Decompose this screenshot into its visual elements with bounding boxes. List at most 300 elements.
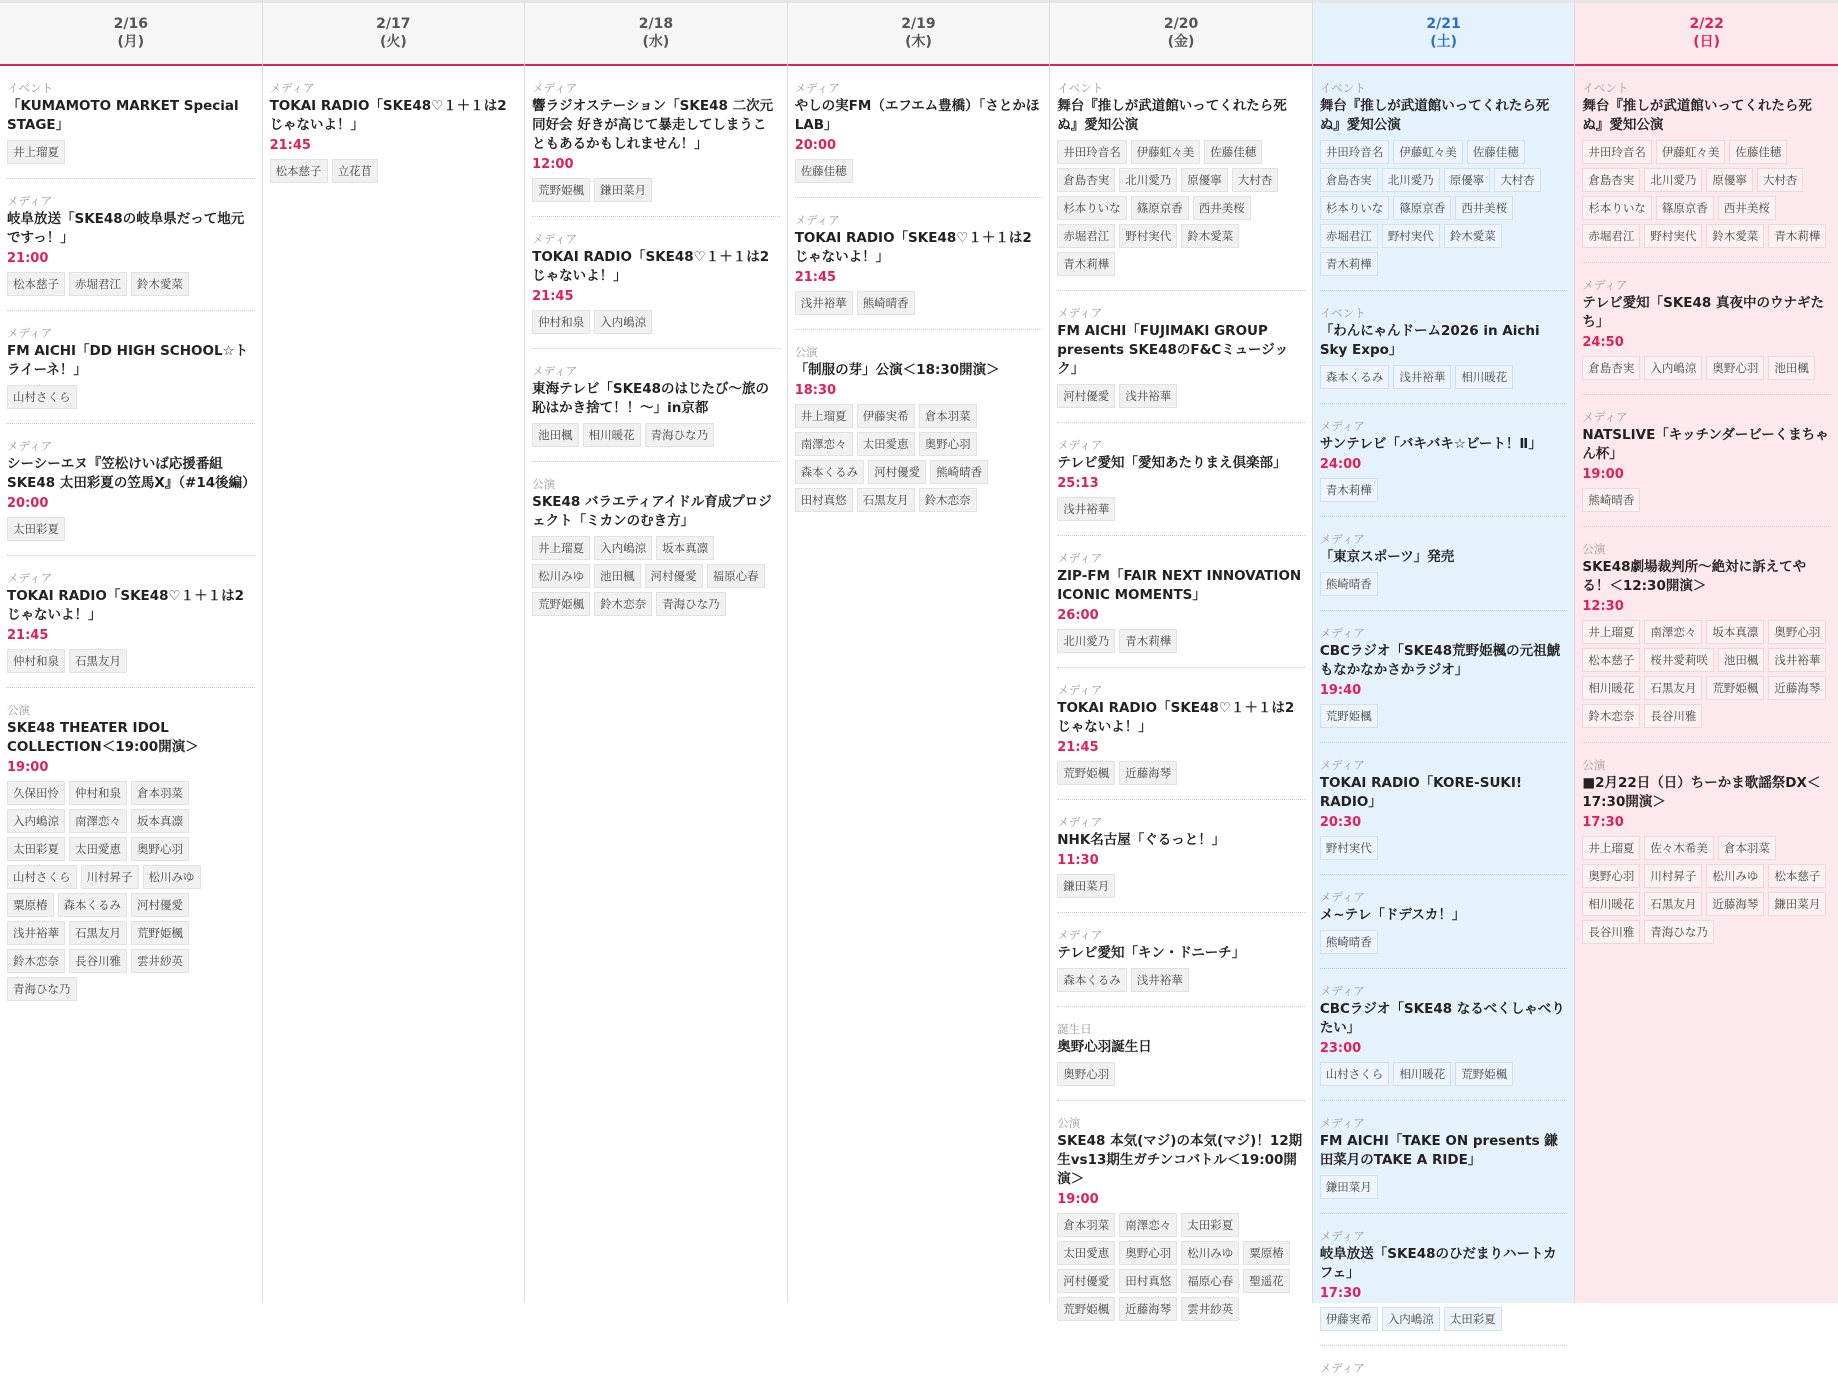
event-category: メディア — [7, 571, 53, 585]
event-title-link[interactable]: SKE48 バラエティアイドル育成プロジェクト「ミカンのむき方」 — [532, 494, 772, 529]
member-tag[interactable]: 原優寧 — [1181, 168, 1228, 192]
event-item[interactable] — [1582, 403, 1831, 527]
member-list — [532, 178, 780, 206]
member-tag[interactable]: 奥野心羽 — [1119, 1241, 1177, 1265]
member-tag[interactable]: 原優寧 — [1444, 168, 1491, 192]
member-tag[interactable]: 松本慈子 — [270, 159, 328, 183]
member-tag[interactable]: 浅井裕華 — [1393, 365, 1451, 389]
member-tag[interactable]: 篠原京香 — [1656, 196, 1714, 220]
member-tag[interactable]: 野村実代 — [1382, 224, 1440, 248]
member-tag[interactable]: 森本くるみ — [795, 460, 865, 484]
member-tag[interactable]: 熊崎晴香 — [930, 460, 988, 484]
member-tag[interactable]: 熊崎晴香 — [1582, 488, 1640, 512]
member-tag[interactable]: 石黒友月 — [69, 921, 127, 945]
member-tag[interactable]: 奥野心羽 — [919, 432, 977, 456]
member-tag[interactable]: 伊藤虹々美 — [1131, 140, 1201, 164]
member-tag[interactable]: 野村実代 — [1119, 224, 1177, 248]
member-tag[interactable]: 河村優愛 — [868, 460, 926, 484]
event-title-link[interactable]: NATSLIVE「キッチンダービーくまちゃん杯」 — [1582, 427, 1829, 462]
member-tag[interactable]: 田村真悠 — [1119, 1269, 1177, 1293]
member-tag[interactable]: 河村優愛 — [1057, 1269, 1115, 1293]
member-tag[interactable]: 奥野心羽 — [1582, 864, 1640, 888]
member-tag[interactable]: 粟原椿 — [1243, 1241, 1290, 1265]
member-tag[interactable]: 杉本りいな — [1057, 196, 1127, 220]
member-tag[interactable]: 伊藤実希 — [857, 404, 915, 428]
member-tag[interactable]: 赤堀君江 — [1320, 224, 1378, 248]
event-item[interactable] — [7, 564, 255, 688]
event-title-link[interactable]: SKE48 THEATER IDOL COLLECTION＜19:00開演＞ — [7, 720, 199, 755]
member-tag[interactable]: 鎌田菜月 — [1057, 874, 1115, 898]
member-tag[interactable]: 野村実代 — [1320, 836, 1378, 860]
member-tag[interactable]: 松本慈子 — [1582, 648, 1640, 672]
member-tag[interactable]: 入内嶋涼 — [594, 310, 652, 334]
member-tag[interactable]: 森本くるみ — [1057, 968, 1127, 992]
member-tag[interactable]: 倉島杏実 — [1582, 356, 1640, 380]
event-item[interactable] — [532, 225, 780, 349]
event-item[interactable] — [1057, 676, 1305, 800]
member-tag[interactable]: 松川みゆ — [1181, 1241, 1239, 1265]
member-tag[interactable]: 松本慈子 — [7, 272, 65, 296]
member-list — [1320, 572, 1568, 600]
member-tag[interactable]: 鈴木愛菜 — [1181, 224, 1239, 248]
member-tag[interactable]: 青海ひな乃 — [7, 977, 77, 1001]
member-tag[interactable]: 太田彩夏 — [7, 837, 65, 861]
member-tag[interactable]: 青木莉樺 — [1768, 224, 1826, 248]
member-tag[interactable]: 入内嶋涼 — [1382, 1307, 1440, 1331]
member-tag[interactable]: 河村優愛 — [1057, 384, 1115, 408]
member-tag[interactable]: 北川愛乃 — [1057, 629, 1115, 653]
day-column — [263, 0, 526, 1303]
member-tag[interactable]: 井上瑠夏 — [7, 140, 65, 164]
event-item[interactable] — [1582, 74, 1831, 263]
member-tag[interactable]: 石黒友月 — [857, 488, 915, 512]
member-tag[interactable]: 荒野姫楓 — [1057, 1297, 1115, 1321]
member-tag[interactable]: 福原心春 — [1181, 1269, 1239, 1293]
event-item[interactable] — [532, 470, 780, 630]
member-tag[interactable]: 相川暖花 — [1582, 676, 1640, 700]
event-item[interactable] — [1320, 1109, 1568, 1214]
day-header — [1313, 0, 1575, 66]
event-item[interactable] — [1057, 921, 1305, 1007]
event-title-link[interactable]: SKE48 本気(マジ)の本気(マジ)！12期生vs13期生ガチンコバトル＜19:00開演＞ — [1057, 1133, 1303, 1187]
member-tag[interactable]: 鈴木恋奈 — [919, 488, 977, 512]
event-title-link[interactable]: TOKAI RADIO「SKE48♡１＋１は2じゃないよ！」 — [269, 98, 507, 133]
member-tag[interactable]: 青木莉樺 — [1057, 252, 1115, 276]
member-tag[interactable]: 大村杏 — [1757, 168, 1804, 192]
member-tag[interactable]: 仲村和泉 — [7, 649, 65, 673]
event-title-link[interactable]: TOKAI RADIO「SKE48♡１＋１は2じゃないよ！」 — [1057, 700, 1295, 735]
member-tag[interactable]: 大村杏 — [1232, 168, 1279, 192]
event-time: 19:40 — [1319, 683, 1362, 698]
event-category: メディア — [1319, 984, 1365, 998]
member-list — [1057, 140, 1305, 280]
member-tag[interactable]: 川村昇子 — [1644, 864, 1702, 888]
member-tag[interactable]: 久保田怜 — [7, 781, 65, 805]
member-tag[interactable]: 野村実代 — [1644, 224, 1702, 248]
member-tag[interactable]: 西井美桜 — [1193, 196, 1251, 220]
member-tag[interactable]: 原優寧 — [1706, 168, 1753, 192]
member-tag[interactable]: 西井美桜 — [1718, 196, 1776, 220]
member-tag[interactable]: 相川暖花 — [1393, 1062, 1451, 1086]
member-tag[interactable]: 粟原椿 — [7, 893, 54, 917]
event-item[interactable] — [1320, 74, 1568, 291]
member-tag[interactable]: 近藤海琴 — [1119, 1297, 1177, 1321]
member-tag[interactable]: 西井美桜 — [1455, 196, 1513, 220]
event-title-link[interactable]: テレビ愛知「愛知あたりまえ倶楽部」 — [1057, 455, 1287, 471]
member-tag[interactable]: 山村さくら — [7, 385, 77, 409]
member-tag[interactable]: 佐藤佳穂 — [1467, 140, 1525, 164]
event-title-link[interactable]: 岐阜放送「SKE48のひだまりハートカフェ」 — [1319, 1246, 1557, 1281]
event-list — [1313, 66, 1575, 1386]
member-tag[interactable]: 鎌田菜月 — [1320, 1175, 1378, 1199]
member-tag[interactable]: 立花苜 — [332, 159, 379, 183]
event-category: メディア — [794, 213, 840, 227]
member-tag[interactable]: 池田楓 — [1768, 356, 1815, 380]
member-tag[interactable]: 鈴木愛菜 — [1706, 224, 1764, 248]
member-tag[interactable]: 佐藤佳穂 — [1729, 140, 1787, 164]
member-list — [1057, 384, 1305, 412]
member-tag[interactable]: 鎌田菜月 — [1768, 892, 1826, 916]
event-category: メディア — [1057, 306, 1103, 320]
member-tag[interactable]: 河村優愛 — [645, 564, 703, 588]
event-title-link[interactable]: 岐阜放送「SKE48の岐阜県だって地元ですっ！」 — [7, 211, 245, 246]
member-tag[interactable]: 山村さくら — [7, 865, 77, 889]
member-tag[interactable]: 相川暖花 — [1455, 365, 1513, 389]
member-tag[interactable]: 鈴木愛菜 — [131, 272, 189, 296]
member-tag[interactable]: 太田愛恵 — [857, 432, 915, 456]
event-item[interactable] — [795, 338, 1043, 526]
event-category: メディア — [1057, 683, 1103, 697]
event-category: イベント — [7, 81, 53, 95]
member-tag[interactable]: 池田楓 — [1718, 648, 1765, 672]
member-tag[interactable]: 井田玲音名 — [1582, 140, 1652, 164]
member-tag[interactable]: 池田楓 — [532, 423, 579, 447]
event-category: メディア — [7, 194, 53, 208]
event-item[interactable] — [1057, 74, 1305, 291]
member-tag[interactable]: 青海ひな乃 — [656, 592, 726, 616]
day-header — [1050, 0, 1312, 66]
member-tag[interactable]: 青海ひな乃 — [1644, 920, 1714, 944]
event-item[interactable] — [1320, 619, 1568, 743]
event-item[interactable] — [1320, 1222, 1568, 1346]
member-tag[interactable]: 仲村和泉 — [69, 781, 127, 805]
member-tag[interactable]: 北川愛乃 — [1644, 168, 1702, 192]
member-tag[interactable]: 浅井裕華 — [7, 921, 65, 945]
day-weekday: (金) — [1167, 34, 1195, 50]
event-title-link[interactable]: 「わんにゃんドーム2026 in Aichi Sky Expo」 — [1319, 323, 1540, 358]
member-tag[interactable]: 浅井裕華 — [795, 291, 853, 315]
event-title-link[interactable]: TOKAI RADIO「SKE48♡１＋１は2じゃないよ！」 — [794, 230, 1032, 265]
member-tag[interactable]: 赤堀君江 — [1582, 224, 1640, 248]
member-tag[interactable]: 佐々木希美 — [1644, 836, 1714, 860]
member-tag[interactable]: 桜井愛莉咲 — [1644, 648, 1714, 672]
event-item[interactable] — [7, 187, 255, 311]
member-tag[interactable]: 南澤恋々 — [1119, 1213, 1177, 1237]
member-list — [1582, 488, 1831, 516]
event-time: 12:00 — [532, 157, 574, 172]
event-time: 26:00 — [1057, 608, 1099, 623]
event-title-link[interactable]: ZIP-FM「FAIR NEXT INNOVATION ICONIC MOMENTS」 — [1057, 568, 1302, 603]
member-tag[interactable]: 熊崎晴香 — [1320, 572, 1378, 596]
member-tag[interactable]: 倉島杏実 — [1582, 168, 1640, 192]
member-tag[interactable]: 長谷川雅 — [1644, 704, 1702, 728]
member-tag[interactable]: 倉島杏実 — [1057, 168, 1115, 192]
member-tag[interactable]: 福原心春 — [707, 564, 765, 588]
member-tag[interactable]: 太田彩夏 — [1444, 1307, 1502, 1331]
event-title-link[interactable]: 「KUMAMOTO MARKET Special STAGE」 — [7, 98, 239, 133]
event-item[interactable] — [1320, 412, 1568, 517]
member-tag[interactable]: 相川暖花 — [1582, 892, 1640, 916]
event-list — [263, 66, 525, 197]
member-tag[interactable]: 石黒友月 — [1644, 892, 1702, 916]
member-tag[interactable]: 佐藤佳穂 — [1204, 140, 1262, 164]
event-category: メディア — [1319, 626, 1365, 640]
member-tag[interactable]: 山村さくら — [1320, 1062, 1390, 1086]
member-tag[interactable]: 荒野姫楓 — [1320, 704, 1378, 728]
member-tag[interactable]: 大村杏 — [1494, 168, 1541, 192]
member-tag[interactable]: 井上瑠夏 — [795, 404, 853, 428]
event-title-link[interactable]: SKE48劇場裁判所～絶対に訴えてやる！＜12:30開演＞ — [1582, 559, 1807, 594]
event-title-link[interactable]: 舞台『推しが武道館いってくれたら死ぬ』愛知公演 — [1319, 98, 1550, 133]
event-item[interactable] — [1057, 1109, 1305, 1335]
member-tag[interactable]: 北川愛乃 — [1119, 168, 1177, 192]
event-title-link[interactable]: TOKAI RADIO「SKE48♡１＋１は2じゃないよ！」 — [532, 249, 770, 284]
event-item[interactable] — [270, 74, 518, 197]
event-item[interactable] — [1320, 977, 1568, 1101]
member-tag[interactable]: 杉本りいな — [1582, 196, 1652, 220]
member-tag[interactable]: 太田愛恵 — [1057, 1241, 1115, 1265]
member-tag[interactable]: 荒野姫楓 — [1455, 1062, 1513, 1086]
member-tag[interactable]: 相川暖花 — [583, 423, 641, 447]
member-tag[interactable]: 倉本羽菜 — [131, 781, 189, 805]
member-tag[interactable]: 森本くるみ — [1320, 365, 1390, 389]
member-tag[interactable]: 鈴木恋奈 — [7, 949, 65, 973]
member-tag[interactable]: 近藤海琴 — [1706, 892, 1764, 916]
member-tag[interactable]: 荒野姫楓 — [131, 921, 189, 945]
member-tag[interactable]: 坂本真凛 — [1706, 620, 1764, 644]
event-title-link[interactable]: CBCラジオ「SKE48 なるべくしゃべりたい」 — [1319, 1001, 1565, 1036]
event-title-link[interactable]: TOKAI RADIO「KORE-SUKI! RADIO」 — [1319, 775, 1523, 810]
member-tag[interactable]: 浅井裕華 — [1768, 648, 1826, 672]
member-tag[interactable]: 井田玲音名 — [1057, 140, 1127, 164]
member-tag[interactable]: 赤堀君江 — [1057, 224, 1115, 248]
member-tag[interactable]: 太田愛恵 — [69, 837, 127, 861]
event-title-link[interactable]: サンテレビ「バキバキ☆ビート！Ⅱ」 — [1319, 436, 1542, 452]
member-tag[interactable]: 鈴木恋奈 — [1582, 704, 1640, 728]
member-tag[interactable]: 河村優愛 — [131, 893, 189, 917]
member-tag[interactable]: 井上瑠夏 — [1582, 836, 1640, 860]
member-tag[interactable]: 入内嶋涼 — [594, 536, 652, 560]
member-list — [532, 423, 780, 451]
event-category: メディア — [532, 364, 578, 378]
member-list — [1057, 761, 1305, 789]
member-tag[interactable]: 荒野姫楓 — [532, 592, 590, 616]
member-tag[interactable]: 長谷川雅 — [1582, 920, 1640, 944]
member-tag[interactable]: 南澤恋々 — [795, 432, 853, 456]
event-title-link[interactable]: TOKAI RADIO「SKE48♡１＋１は2じゃないよ！」 — [7, 588, 245, 623]
event-title-link[interactable]: 「東京スポーツ」発売 — [1319, 549, 1455, 565]
member-tag[interactable]: 雲井紗英 — [131, 949, 189, 973]
member-tag[interactable]: 田村真悠 — [795, 488, 853, 512]
member-tag[interactable]: 奥野心羽 — [131, 837, 189, 861]
member-tag[interactable]: 浅井裕華 — [1119, 384, 1177, 408]
member-tag[interactable]: 坂本真凛 — [131, 809, 189, 833]
member-tag[interactable]: 篠原京香 — [1393, 196, 1451, 220]
event-item[interactable] — [1320, 883, 1568, 969]
event-title-link[interactable]: 舞台『推しが武道館いってくれたら死ぬ』愛知公演 — [1057, 98, 1287, 133]
member-tag[interactable]: 鈴木恋奈 — [594, 592, 652, 616]
event-title-link[interactable]: テレビ愛知「SKE48 真夜中のウナギたち」 — [1582, 295, 1824, 330]
member-tag[interactable]: 井上瑠夏 — [532, 536, 590, 560]
member-tag[interactable]: 杉本りいな — [1320, 196, 1390, 220]
event-item[interactable] — [7, 74, 255, 179]
member-tag[interactable]: 坂本真凛 — [656, 536, 714, 560]
member-tag[interactable]: 森本くるみ — [58, 893, 128, 917]
member-tag[interactable]: 井上瑠夏 — [1582, 620, 1640, 644]
member-tag[interactable]: 荒野姫楓 — [1706, 676, 1764, 700]
member-tag[interactable]: 雲井紗英 — [1181, 1297, 1239, 1321]
member-tag[interactable]: 伊藤虹々美 — [1393, 140, 1463, 164]
day-weekday: (日) — [1693, 34, 1721, 50]
event-title-link[interactable]: 舞台『推しが武道館いってくれたら死ぬ』愛知公演 — [1582, 98, 1812, 133]
event-category: 公演 — [1057, 1116, 1081, 1130]
event-item[interactable] — [1057, 431, 1305, 536]
member-tag[interactable]: 奥野心羽 — [1057, 1062, 1115, 1086]
event-item[interactable] — [7, 432, 255, 556]
member-tag[interactable]: 長谷川雅 — [69, 949, 127, 973]
event-title-link[interactable]: テレビ愛知「キン・ドニーチ」 — [1057, 945, 1246, 961]
member-tag[interactable]: 石黒友月 — [1644, 676, 1702, 700]
event-item[interactable] — [1582, 751, 1831, 958]
event-category: 公演 — [532, 477, 556, 491]
event-item[interactable] — [7, 319, 255, 424]
event-item[interactable] — [1057, 1015, 1305, 1101]
day-date: 2/21 — [1426, 16, 1461, 32]
member-tag[interactable]: 松川みゆ — [532, 564, 590, 588]
event-item[interactable] — [1320, 1354, 1568, 1386]
member-tag[interactable]: 浅井裕華 — [1057, 497, 1115, 521]
event-list — [788, 66, 1050, 526]
member-tag[interactable]: 太田彩夏 — [7, 517, 65, 541]
event-item[interactable] — [795, 74, 1043, 198]
member-tag[interactable]: 浅井裕華 — [1131, 968, 1189, 992]
event-title-link[interactable]: 「制服の芽」公演＜18:30開演＞ — [794, 362, 1000, 378]
event-item[interactable] — [1057, 299, 1305, 423]
day-column — [525, 0, 788, 1303]
event-title-link[interactable]: やしの実FM（エフエム豊橋）「さとかほLAB」 — [794, 98, 1040, 133]
member-tag[interactable]: 篠原京香 — [1131, 196, 1189, 220]
member-list — [1582, 356, 1831, 384]
member-list — [795, 159, 1043, 187]
member-tag[interactable]: 倉本羽菜 — [919, 404, 977, 428]
member-tag[interactable]: 奥野心羽 — [1706, 356, 1764, 380]
member-tag[interactable]: 南澤恋々 — [1644, 620, 1702, 644]
member-tag[interactable]: 仲村和泉 — [532, 310, 590, 334]
event-list — [1575, 66, 1838, 958]
member-tag[interactable]: 鎌田菜月 — [594, 178, 652, 202]
event-title-link[interactable]: ■2月22日（日）ちーかま歌謡祭DX＜17:30開演＞ — [1582, 775, 1821, 810]
member-tag[interactable]: 倉本羽菜 — [1718, 836, 1776, 860]
event-item[interactable] — [1057, 544, 1305, 668]
member-tag[interactable]: 熊崎晴香 — [857, 291, 915, 315]
event-title-link[interactable]: FM AICHI「DD HIGH SCHOOL☆トライーネ！」 — [7, 343, 249, 378]
member-list — [1057, 497, 1305, 525]
event-item[interactable] — [1057, 808, 1305, 913]
member-tag[interactable]: 近藤海琴 — [1119, 761, 1177, 785]
member-list — [7, 649, 255, 677]
event-category: イベント — [1582, 81, 1629, 95]
member-tag[interactable]: 青木莉樺 — [1119, 629, 1177, 653]
event-item[interactable] — [1582, 535, 1831, 743]
member-tag[interactable]: 鈴木愛菜 — [1444, 224, 1502, 248]
member-tag[interactable]: 石黒友月 — [69, 649, 127, 673]
event-item[interactable] — [7, 696, 255, 1015]
member-list — [795, 404, 1043, 516]
event-item[interactable] — [1320, 525, 1568, 611]
event-item[interactable] — [795, 206, 1043, 330]
event-title-link[interactable]: メ~テレ「ドデスカ！」 — [1319, 907, 1466, 923]
event-item[interactable] — [1582, 271, 1831, 395]
member-tag[interactable]: 奥野心羽 — [1768, 620, 1826, 644]
member-tag[interactable]: 佐藤佳穂 — [795, 159, 853, 183]
event-item[interactable] — [532, 74, 780, 217]
event-title-link[interactable]: 響ラジオステーション「SKE48 二次元同好会 好きが高じて暴走してしまうこともあるかもしれません！」 — [532, 98, 774, 152]
event-item[interactable] — [1320, 751, 1568, 875]
event-category: メディア — [1057, 551, 1103, 565]
day-weekday: (土) — [1430, 34, 1457, 50]
event-item[interactable] — [1320, 299, 1568, 404]
member-list — [7, 517, 255, 545]
member-tag[interactable]: 池田楓 — [594, 564, 641, 588]
member-list — [1057, 1213, 1305, 1325]
event-title-link[interactable]: FM AICHI「TAKE ON presents 鎌田菜月のTAKE A RIDE」 — [1319, 1133, 1558, 1168]
event-item[interactable] — [532, 357, 780, 462]
member-tag[interactable]: 松川みゆ — [143, 865, 201, 889]
day-date: 2/16 — [113, 16, 148, 32]
event-title-link[interactable]: 奥野心羽誕生日 — [1057, 1039, 1152, 1055]
member-tag[interactable]: 伊藤実希 — [1320, 1307, 1378, 1331]
event-title-link[interactable]: シーシーエヌ『笠松けいば応援番組 SKE48 太田彩夏の笠馬X』（#14後編） — [7, 456, 256, 491]
member-tag[interactable]: 伊藤虹々美 — [1656, 140, 1726, 164]
member-tag[interactable]: 入内嶋涼 — [1644, 356, 1702, 380]
event-title-link[interactable]: CBCラジオ「SKE48荒野姫楓の元祖鯱もなかなかさかラジオ」 — [1319, 643, 1561, 678]
member-list — [1582, 836, 1831, 948]
member-tag[interactable]: 井田玲音名 — [1320, 140, 1390, 164]
member-tag[interactable]: 荒野姫楓 — [1057, 761, 1115, 785]
member-tag[interactable]: 青海ひな乃 — [645, 423, 715, 447]
member-tag[interactable]: 青木莉樺 — [1320, 252, 1378, 276]
member-tag[interactable]: 川村昇子 — [81, 865, 139, 889]
member-tag[interactable]: 青木莉樺 — [1320, 478, 1378, 502]
member-tag[interactable]: 北川愛乃 — [1382, 168, 1440, 192]
member-tag[interactable]: 南澤恋々 — [69, 809, 127, 833]
member-tag[interactable]: 聖遥花 — [1243, 1269, 1290, 1293]
event-title-link[interactable]: NHK名古屋「ぐるっと！」 — [1057, 832, 1226, 848]
member-tag[interactable]: 松川みゆ — [1706, 864, 1764, 888]
member-tag[interactable]: 赤堀君江 — [69, 272, 127, 296]
member-tag[interactable]: 熊崎晴香 — [1320, 930, 1378, 954]
member-tag[interactable]: 入内嶋涼 — [7, 809, 65, 833]
event-time: 12:30 — [1582, 599, 1624, 614]
member-tag[interactable]: 倉本羽菜 — [1057, 1213, 1115, 1237]
member-tag[interactable]: 近藤海琴 — [1768, 676, 1826, 700]
member-tag[interactable]: 荒野姫楓 — [532, 178, 590, 202]
event-title-link[interactable]: FM AICHI「FUJIMAKI GROUP presents SKE48のF&Cミュージック」 — [1057, 323, 1289, 377]
member-tag[interactable]: 太田彩夏 — [1181, 1213, 1239, 1237]
member-tag[interactable]: 松本慈子 — [1768, 864, 1826, 888]
member-tag[interactable]: 倉島杏実 — [1320, 168, 1378, 192]
event-title-link[interactable]: 東海テレビ「SKE48のはじたび～旅の恥はかき捨て！！～」in京都 — [532, 381, 770, 416]
